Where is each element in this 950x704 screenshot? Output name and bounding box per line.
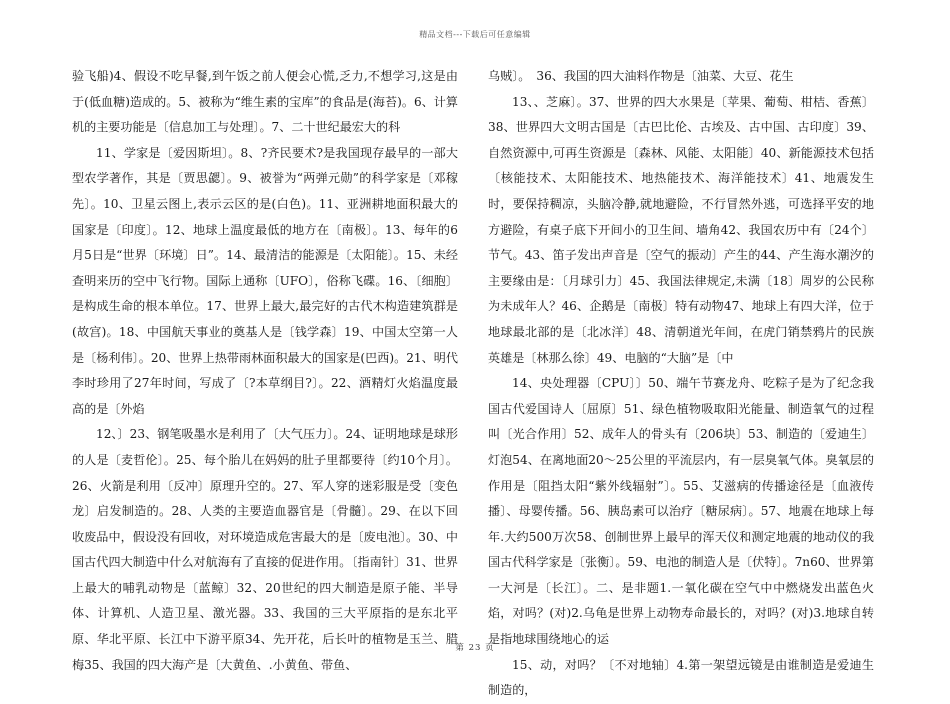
- paragraph: 14、央处理器〔CPU〕〕50、端午节赛龙舟、吃粽子是为了纪念我国古代爱国诗人〔屈原〕51、绿色植物吸取阳光能量、制造氧气的过程叫〔光合作用〕52、成年人的骨头有〔206块〕53、制造的〔爱迪生〕灯泡54、在离地面20～25公里的平流层内，有一层臭氧气体。臭氧层的作用是〔阻挡太阳“紫外线辐射”〕。55、艾滋病的传播途径是〔血液传播〕、母婴传播。56、胰岛素可以治疗〔糖尿病〕。57、地震在地球上每年.大约500万次58、创制世界上最早的浑天仪和测定地震的地动仪的我国古代科学家是〔张衡〕。59、电池的制造人是〔伏特〕。7n60、世界第一大河是〔长江〕。二、是非题1.一氧化碳在空气中中燃烧发出蓝色火焰，对吗？(对)2.乌龟是世界上动物寿命最长的，对吗？(对)3.地球自转是指地球围绕地心的运: [488, 376, 874, 647]
- paragraph: 13、、芝麻〕。37、世界的四大水果是〔苹果、葡萄、柑桔、香蕉〕38、世界四大文明古国是〔古巴比伦、古埃及、古中国、古印度〕39、自然资源中,可再生资源是〔森林、风能、太阳能〕40、新能源技术包括〔核能技术、太阳能技术、地热能技术、海洋能技术〕41、地震发生时，要保持稠凉，头脑冷静,就地避险，不行冒然外逃，可选择平安的地方避险，有桌子底下开间小的卫生间、墙角42、我国农历中有〔24个〕节气。43、笛子发出声音是〔空气的振动〕产生的44、产生海水潮汐的主要缘由是：〔月球引力〕45、我国法律规定,未满〔18〕周岁的公民称为未成年人？46、企鹅是〔南极〕特有动物47、地球上有四大洋，位于地球最北部的是〔北冰洋〕48、清朝道光年间，在虎门销禁鸦片的民族英雄是〔林那么徐〕49、电脑的“大脑”是〔中: [488, 94, 874, 365]
- left-column: [72, 64, 458, 678]
- paragraph: 乌贼〕。 36、我国的四大油料作物是〔油菜、大豆、花生: [488, 69, 794, 83]
- page-header: 精品文档---下载后可任意编辑: [419, 30, 531, 39]
- right-column: [488, 64, 874, 704]
- paragraph: 15、动，对吗？〔不对地轴〕4.第一架望远镜是由谁制造是爱迪生制造的，: [488, 657, 874, 698]
- paragraph: 验飞船)4、假设不吃早餐,到午饭之前人便会心慌,乏力,不想学习,这是由于(低血糖)造成的。5、被称为“维生素的宝库”的食品是(海苔)。6、计算机的主要功能是〔信息加工与处理〕。7、二十世纪最宏大的科: [72, 69, 458, 135]
- paragraph: 12、〕23、钢笔吸墨水是利用了〔大气压力〕。24、证明地球是球形的人是〔麦哲伦〕。25、每个胎儿在妈妈的肚子里都要待〔约10个月〕。26、火箭是利用〔反冲〕原理升空的。27、军人穿的迷彩服是受〔变色龙〕启发制造的。28、人类的主要造血器官是〔骨髓〕。29、在以下回收废品中，假设没有回收，对环境造成危害最大的是〔废电池〕。30、中国古代四大制造中什么对航海有了直接的促进作用。〔指南针〕31、世界上最大的哺乳动物是〔蓝鲸〕32、20世纪的四大制造是原子能、半导体、计算机、人造卫星、激光器。33、我国的三大平原指的是东北平原、华北平原、长江中下游平原34、先开花，后长叶的植物是玉兰、腊梅35、我国的四大海产是〔大黄鱼、.小黄鱼、带鱼、: [72, 427, 458, 672]
- paragraph: 11、学家是〔爱因斯坦〕。8、?齐民要术?是我国现存最早的一部大型农学著作，其是〔贾思勰〕。9、被誉为“两弹元勋”的科学家是〔邓稼先〕。10、卫星云图上,表示云区的是(白色)。11、亚洲耕地面积最大的国家是〔印度〕。12、地球上温度最低的地方在〔南极〕。13、每年的6月5日是“世界〔环境〕日”。14、最清洁的能源是〔太阳能〕。15、未经查明来历的空中飞行物。国际上通称〔UFO〕，俗称飞碟。16、〔细胞〕是构成生命的根本单位。17、世界上最大,最完好的古代木构造建筑群是(故宫)。18、中国航天事业的奠基人是〔钱学森〕19、中国太空第一人是〔杨利伟〕。20、世界上热带雨林面积最大的国家是(巴西)。21、明代李时珍用了27年时间，写成了〔?本草纲目?〕。22、酒精灯火焰温度最高的是〔外焰: [72, 145, 458, 416]
- page-number: 第 23 页: [455, 643, 495, 653]
